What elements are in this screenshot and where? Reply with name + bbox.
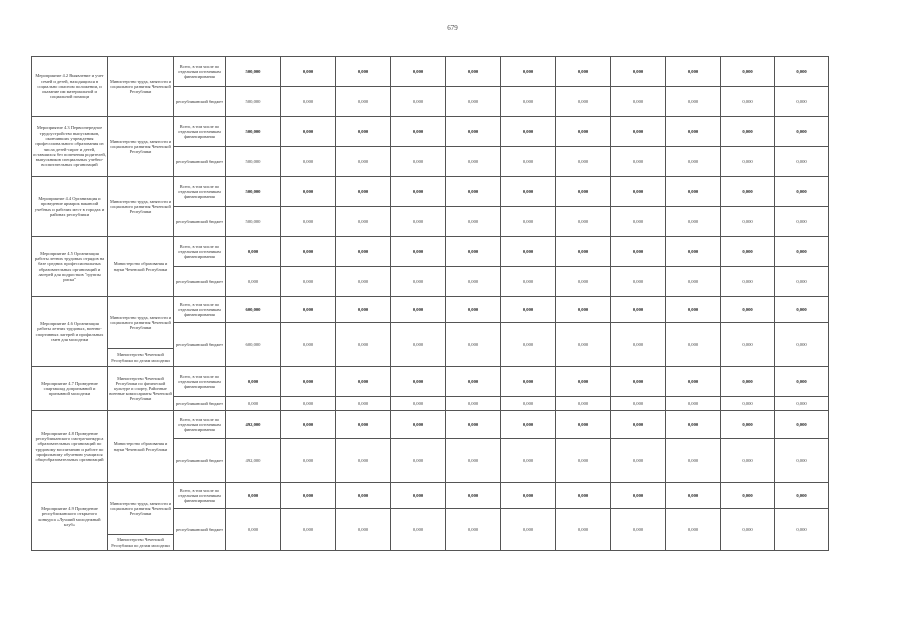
amount-cell: 0,000 [501, 177, 556, 207]
amount-cell: 0,000 [391, 411, 446, 439]
amount-cell: 0,000 [721, 87, 775, 117]
amount-cell: 0,000 [666, 237, 721, 267]
amount-cell: 0,000 [336, 411, 391, 439]
funding-source: республиканский бюджет [174, 397, 226, 411]
amount-cell: 0,000 [775, 483, 829, 509]
amount-cell: 0,000 [281, 323, 336, 367]
table-row [32, 411, 829, 439]
amount-cell: 0,000 [501, 411, 556, 439]
amount-cell: 0,000 [501, 323, 556, 367]
amount-cell: 0,000 [336, 483, 391, 509]
amount-cell: 0,000 [611, 237, 666, 267]
amount-cell: 0,000 [721, 411, 775, 439]
amount-cell: 0,000 [336, 397, 391, 411]
amount-cell: 0,000 [446, 267, 501, 297]
funding-source: республиканский бюджет [174, 147, 226, 177]
executor-name: Министерство труда, занятости и социального развития Чеченской Республики [108, 177, 174, 237]
amount-cell: 0,000 [226, 397, 281, 411]
amount-cell: 600,000 [226, 297, 281, 323]
table-row [32, 57, 829, 87]
amount-cell: 0,000 [391, 207, 446, 237]
amount-cell: 0,000 [666, 367, 721, 397]
amount-cell: 0,000 [775, 367, 829, 397]
amount-cell: 0,000 [281, 509, 336, 551]
amount-cell: 0,000 [611, 117, 666, 147]
amount-cell: 0,000 [721, 483, 775, 509]
amount-cell: 0,000 [775, 237, 829, 267]
amount-cell: 0,000 [391, 117, 446, 147]
amount-cell: 0,000 [501, 147, 556, 177]
funding-source: Всего, в том числе по отдельным источникам финансирования [174, 483, 226, 509]
amount-cell: 0,000 [666, 117, 721, 147]
amount-cell: 0,000 [501, 483, 556, 509]
amount-cell: 500,000 [226, 87, 281, 117]
amount-cell: 0,000 [721, 207, 775, 237]
amount-cell: 0,000 [281, 439, 336, 483]
amount-cell: 0,000 [281, 87, 336, 117]
amount-cell: 0,000 [666, 297, 721, 323]
amount-cell: 0,000 [336, 57, 391, 87]
amount-cell: 0,000 [556, 297, 611, 323]
amount-cell: 0,000 [775, 411, 829, 439]
amount-cell: 0,000 [391, 323, 446, 367]
amount-cell: 0,000 [611, 177, 666, 207]
amount-cell: 0,000 [721, 297, 775, 323]
funding-source: Всего, в том числе по отдельным источникам финансирования [174, 411, 226, 439]
amount-cell: 0,000 [666, 267, 721, 297]
table-row [32, 117, 829, 147]
amount-cell: 500,000 [226, 57, 281, 87]
amount-cell: 0,000 [391, 397, 446, 411]
amount-cell: 0,000 [226, 267, 281, 297]
table-row [32, 177, 829, 207]
measure-name: Мероприятие 4.3 Первоочередное трудоустройство выпускников, окончивших учреждения профессионального образования из числа детей-сирот и детей, оставшихся без попечения родителей, выпускников специальных учебно-воспитательных организаций [32, 117, 108, 177]
amount-cell: 0,000 [666, 323, 721, 367]
amount-cell: 492,000 [226, 411, 281, 439]
amount-cell: 0,000 [556, 267, 611, 297]
executor-name: Министерство Чеченской Республики по делам молодежи [108, 535, 174, 551]
amount-cell: 0,000 [556, 207, 611, 237]
amount-cell: 0,000 [556, 147, 611, 177]
amount-cell: 0,000 [446, 397, 501, 411]
amount-cell: 0,000 [391, 509, 446, 551]
amount-cell: 0,000 [281, 411, 336, 439]
amount-cell: 0,000 [775, 509, 829, 551]
table-row [32, 367, 829, 397]
amount-cell: 500,000 [226, 207, 281, 237]
amount-cell: 0,000 [721, 509, 775, 551]
amount-cell: 0,000 [556, 509, 611, 551]
amount-cell: 0,000 [501, 117, 556, 147]
amount-cell: 0,000 [281, 57, 336, 87]
executor-name: Министерство образования и науки Чеченской Республики [108, 411, 174, 483]
amount-cell: 0,000 [446, 509, 501, 551]
amount-cell: 0,000 [501, 297, 556, 323]
amount-cell: 0,000 [556, 367, 611, 397]
amount-cell: 0,000 [775, 147, 829, 177]
amount-cell: 0,000 [336, 207, 391, 237]
executor-name: Министерство труда, занятости и социального развития Чеченской Республики [108, 297, 174, 349]
amount-cell: 492,000 [226, 439, 281, 483]
amount-cell: 0,000 [446, 207, 501, 237]
amount-cell: 0,000 [611, 367, 666, 397]
amount-cell: 0,000 [556, 483, 611, 509]
funding-source: республиканский бюджет [174, 267, 226, 297]
amount-cell: 0,000 [391, 483, 446, 509]
amount-cell: 0,000 [721, 439, 775, 483]
amount-cell: 0,000 [556, 87, 611, 117]
amount-cell: 0,000 [666, 207, 721, 237]
amount-cell: 0,000 [556, 411, 611, 439]
amount-cell: 0,000 [336, 117, 391, 147]
executor-name: Министерство образования и науки Чеченской Республики [108, 237, 174, 297]
amount-cell: 0,000 [446, 323, 501, 367]
amount-cell: 0,000 [336, 509, 391, 551]
funding-source: республиканский бюджет [174, 207, 226, 237]
amount-cell: 0,000 [611, 207, 666, 237]
amount-cell: 0,000 [446, 117, 501, 147]
executor-name: Министерство Чеченской Республики по делам молодежи [108, 349, 174, 367]
amount-cell: 0,000 [611, 509, 666, 551]
executor-name: Министерство Чеченской Республики по физической культуре и спорту, Районные военные комиссариаты Чеченской Республики [108, 367, 174, 411]
amount-cell: 0,000 [281, 117, 336, 147]
amount-cell: 0,000 [611, 323, 666, 367]
amount-cell: 0,000 [501, 509, 556, 551]
amount-cell: 0,000 [556, 57, 611, 87]
amount-cell: 0,000 [611, 147, 666, 177]
amount-cell: 0,000 [446, 237, 501, 267]
amount-cell: 0,000 [721, 177, 775, 207]
amount-cell: 0,000 [611, 87, 666, 117]
amount-cell: 0,000 [336, 177, 391, 207]
amount-cell: 0,000 [446, 57, 501, 87]
amount-cell: 0,000 [336, 147, 391, 177]
amount-cell: 0,000 [666, 87, 721, 117]
amount-cell: 0,000 [501, 367, 556, 397]
amount-cell: 0,000 [281, 237, 336, 267]
amount-cell: 0,000 [501, 57, 556, 87]
amount-cell: 0,000 [446, 147, 501, 177]
table-row [32, 483, 829, 509]
amount-cell: 0,000 [611, 483, 666, 509]
amount-cell: 0,000 [391, 177, 446, 207]
amount-cell: 0,000 [391, 87, 446, 117]
amount-cell: 0,000 [336, 237, 391, 267]
amount-cell: 0,000 [775, 117, 829, 147]
amount-cell: 500,000 [226, 117, 281, 147]
amount-cell: 0,000 [556, 177, 611, 207]
table-row [32, 297, 829, 323]
amount-cell: 0,000 [611, 57, 666, 87]
amount-cell: 0,000 [226, 237, 281, 267]
measure-name: Мероприятие 4.5 Организация работы летних трудовых отрядов на базе средних профессиональных образовательных организаций и лагерей для подростков "группы риска" [32, 237, 108, 297]
amount-cell: 0,000 [556, 237, 611, 267]
amount-cell: 0,000 [391, 367, 446, 397]
funding-source: Всего, в том числе по отдельным источникам финансирования [174, 367, 226, 397]
amount-cell: 0,000 [611, 297, 666, 323]
measure-name: Мероприятие 4.2 Выявление и учет семей и детей, находящихся в социально опасном положении, и оказание им материальной и социальной помощи [32, 57, 108, 117]
table-row [32, 237, 829, 267]
amount-cell: 0,000 [556, 439, 611, 483]
funding-source: республиканский бюджет [174, 439, 226, 483]
amount-cell: 0,000 [721, 237, 775, 267]
amount-cell: 0,000 [611, 397, 666, 411]
amount-cell: 0,000 [501, 267, 556, 297]
amount-cell: 0,000 [281, 297, 336, 323]
amount-cell: 0,000 [281, 267, 336, 297]
amount-cell: 0,000 [721, 367, 775, 397]
amount-cell: 0,000 [775, 397, 829, 411]
amount-cell: 0,000 [391, 267, 446, 297]
amount-cell: 0,000 [666, 147, 721, 177]
funding-source: республиканский бюджет [174, 87, 226, 117]
amount-cell: 0,000 [775, 87, 829, 117]
amount-cell: 0,000 [446, 367, 501, 397]
executor-name: Министерство труда, занятости и социального развития Чеченской Республики [108, 57, 174, 117]
executor-name: Министерство труда, занятости и социального развития Чеченской Республики [108, 117, 174, 177]
measure-name: Мероприятие 4.9 Проведение республиканского открытого конкурса «Лучший молодежный клуб» [32, 483, 108, 551]
amount-cell: 0,000 [721, 323, 775, 367]
amount-cell: 0,000 [336, 267, 391, 297]
amount-cell: 0,000 [666, 509, 721, 551]
amount-cell: 0,000 [721, 267, 775, 297]
funding-source: республиканский бюджет [174, 323, 226, 367]
amount-cell: 0,000 [611, 411, 666, 439]
amount-cell: 0,000 [721, 57, 775, 87]
measure-name: Мероприятие 4.6 Организация работы летних трудовых, военно-спортивных лагерей и профильных смен для молодежи [32, 297, 108, 367]
amount-cell: 0,000 [775, 207, 829, 237]
amount-cell: 0,000 [336, 367, 391, 397]
funding-source: Всего, в том числе по отдельным источникам финансирования [174, 297, 226, 323]
amount-cell: 0,000 [226, 367, 281, 397]
amount-cell: 0,000 [391, 297, 446, 323]
amount-cell: 0,000 [501, 87, 556, 117]
measure-name: Мероприятие 4.8 Проведение республиканского смотра-конкурса образовательных организаций по трудовому воспитанию и работе по профильному обучению учащихся общеобразовательных организаций [32, 411, 108, 483]
amount-cell: 0,000 [446, 177, 501, 207]
amount-cell: 0,000 [666, 397, 721, 411]
amount-cell: 0,000 [336, 297, 391, 323]
amount-cell: 500,000 [226, 147, 281, 177]
funding-source: республиканский бюджет [174, 509, 226, 551]
funding-source: Всего, в том числе по отдельным источникам финансирования [174, 237, 226, 267]
amount-cell: 0,000 [721, 397, 775, 411]
amount-cell: 0,000 [281, 483, 336, 509]
amount-cell: 500,000 [226, 177, 281, 207]
amount-cell: 0,000 [775, 439, 829, 483]
amount-cell: 0,000 [556, 323, 611, 367]
amount-cell: 0,000 [226, 483, 281, 509]
measure-name: Мероприятие 4.4 Организация и проведение ярмарок вакансий учебных и рабочих мест в городах и районах республики [32, 177, 108, 237]
page-number: 679 [447, 24, 458, 32]
amount-cell: 0,000 [446, 87, 501, 117]
amount-cell: 0,000 [666, 57, 721, 87]
amount-cell: 0,000 [501, 237, 556, 267]
amount-cell: 0,000 [446, 483, 501, 509]
amount-cell: 0,000 [556, 117, 611, 147]
amount-cell: 0,000 [446, 439, 501, 483]
amount-cell: 0,000 [281, 177, 336, 207]
amount-cell: 0,000 [611, 267, 666, 297]
amount-cell: 0,000 [446, 297, 501, 323]
amount-cell: 600,000 [226, 323, 281, 367]
amount-cell: 0,000 [281, 147, 336, 177]
amount-cell: 0,000 [775, 267, 829, 297]
amount-cell: 0,000 [336, 323, 391, 367]
funding-source: Всего, в том числе по отдельным источникам финансирования [174, 177, 226, 207]
amount-cell: 0,000 [666, 439, 721, 483]
amount-cell: 0,000 [281, 207, 336, 237]
amount-cell: 0,000 [666, 411, 721, 439]
amount-cell: 0,000 [666, 177, 721, 207]
amount-cell: 0,000 [721, 117, 775, 147]
amount-cell: 0,000 [446, 411, 501, 439]
funding-source: Всего, в том числе по отдельным источникам финансирования [174, 117, 226, 147]
budget-table [31, 56, 829, 551]
amount-cell: 0,000 [775, 177, 829, 207]
amount-cell: 0,000 [556, 397, 611, 411]
amount-cell: 0,000 [281, 367, 336, 397]
amount-cell: 0,000 [281, 397, 336, 411]
amount-cell: 0,000 [775, 57, 829, 87]
amount-cell: 0,000 [391, 57, 446, 87]
amount-cell: 0,000 [336, 87, 391, 117]
executor-name: Министерство труда, занятости и социального развития Чеченской Республики [108, 483, 174, 535]
amount-cell: 0,000 [501, 207, 556, 237]
funding-source: Всего, в том числе по отдельным источникам финансирования [174, 57, 226, 87]
measure-name: Мероприятие 4.7 Проведение спартакиад допризывной и призывной молодежи [32, 367, 108, 411]
amount-cell: 0,000 [391, 439, 446, 483]
amount-cell: 0,000 [611, 439, 666, 483]
amount-cell: 0,000 [501, 397, 556, 411]
amount-cell: 0,000 [721, 147, 775, 177]
amount-cell: 0,000 [391, 147, 446, 177]
amount-cell: 0,000 [336, 439, 391, 483]
amount-cell: 0,000 [226, 509, 281, 551]
amount-cell: 0,000 [391, 237, 446, 267]
amount-cell: 0,000 [775, 297, 829, 323]
amount-cell: 0,000 [501, 439, 556, 483]
amount-cell: 0,000 [775, 323, 829, 367]
amount-cell: 0,000 [666, 483, 721, 509]
